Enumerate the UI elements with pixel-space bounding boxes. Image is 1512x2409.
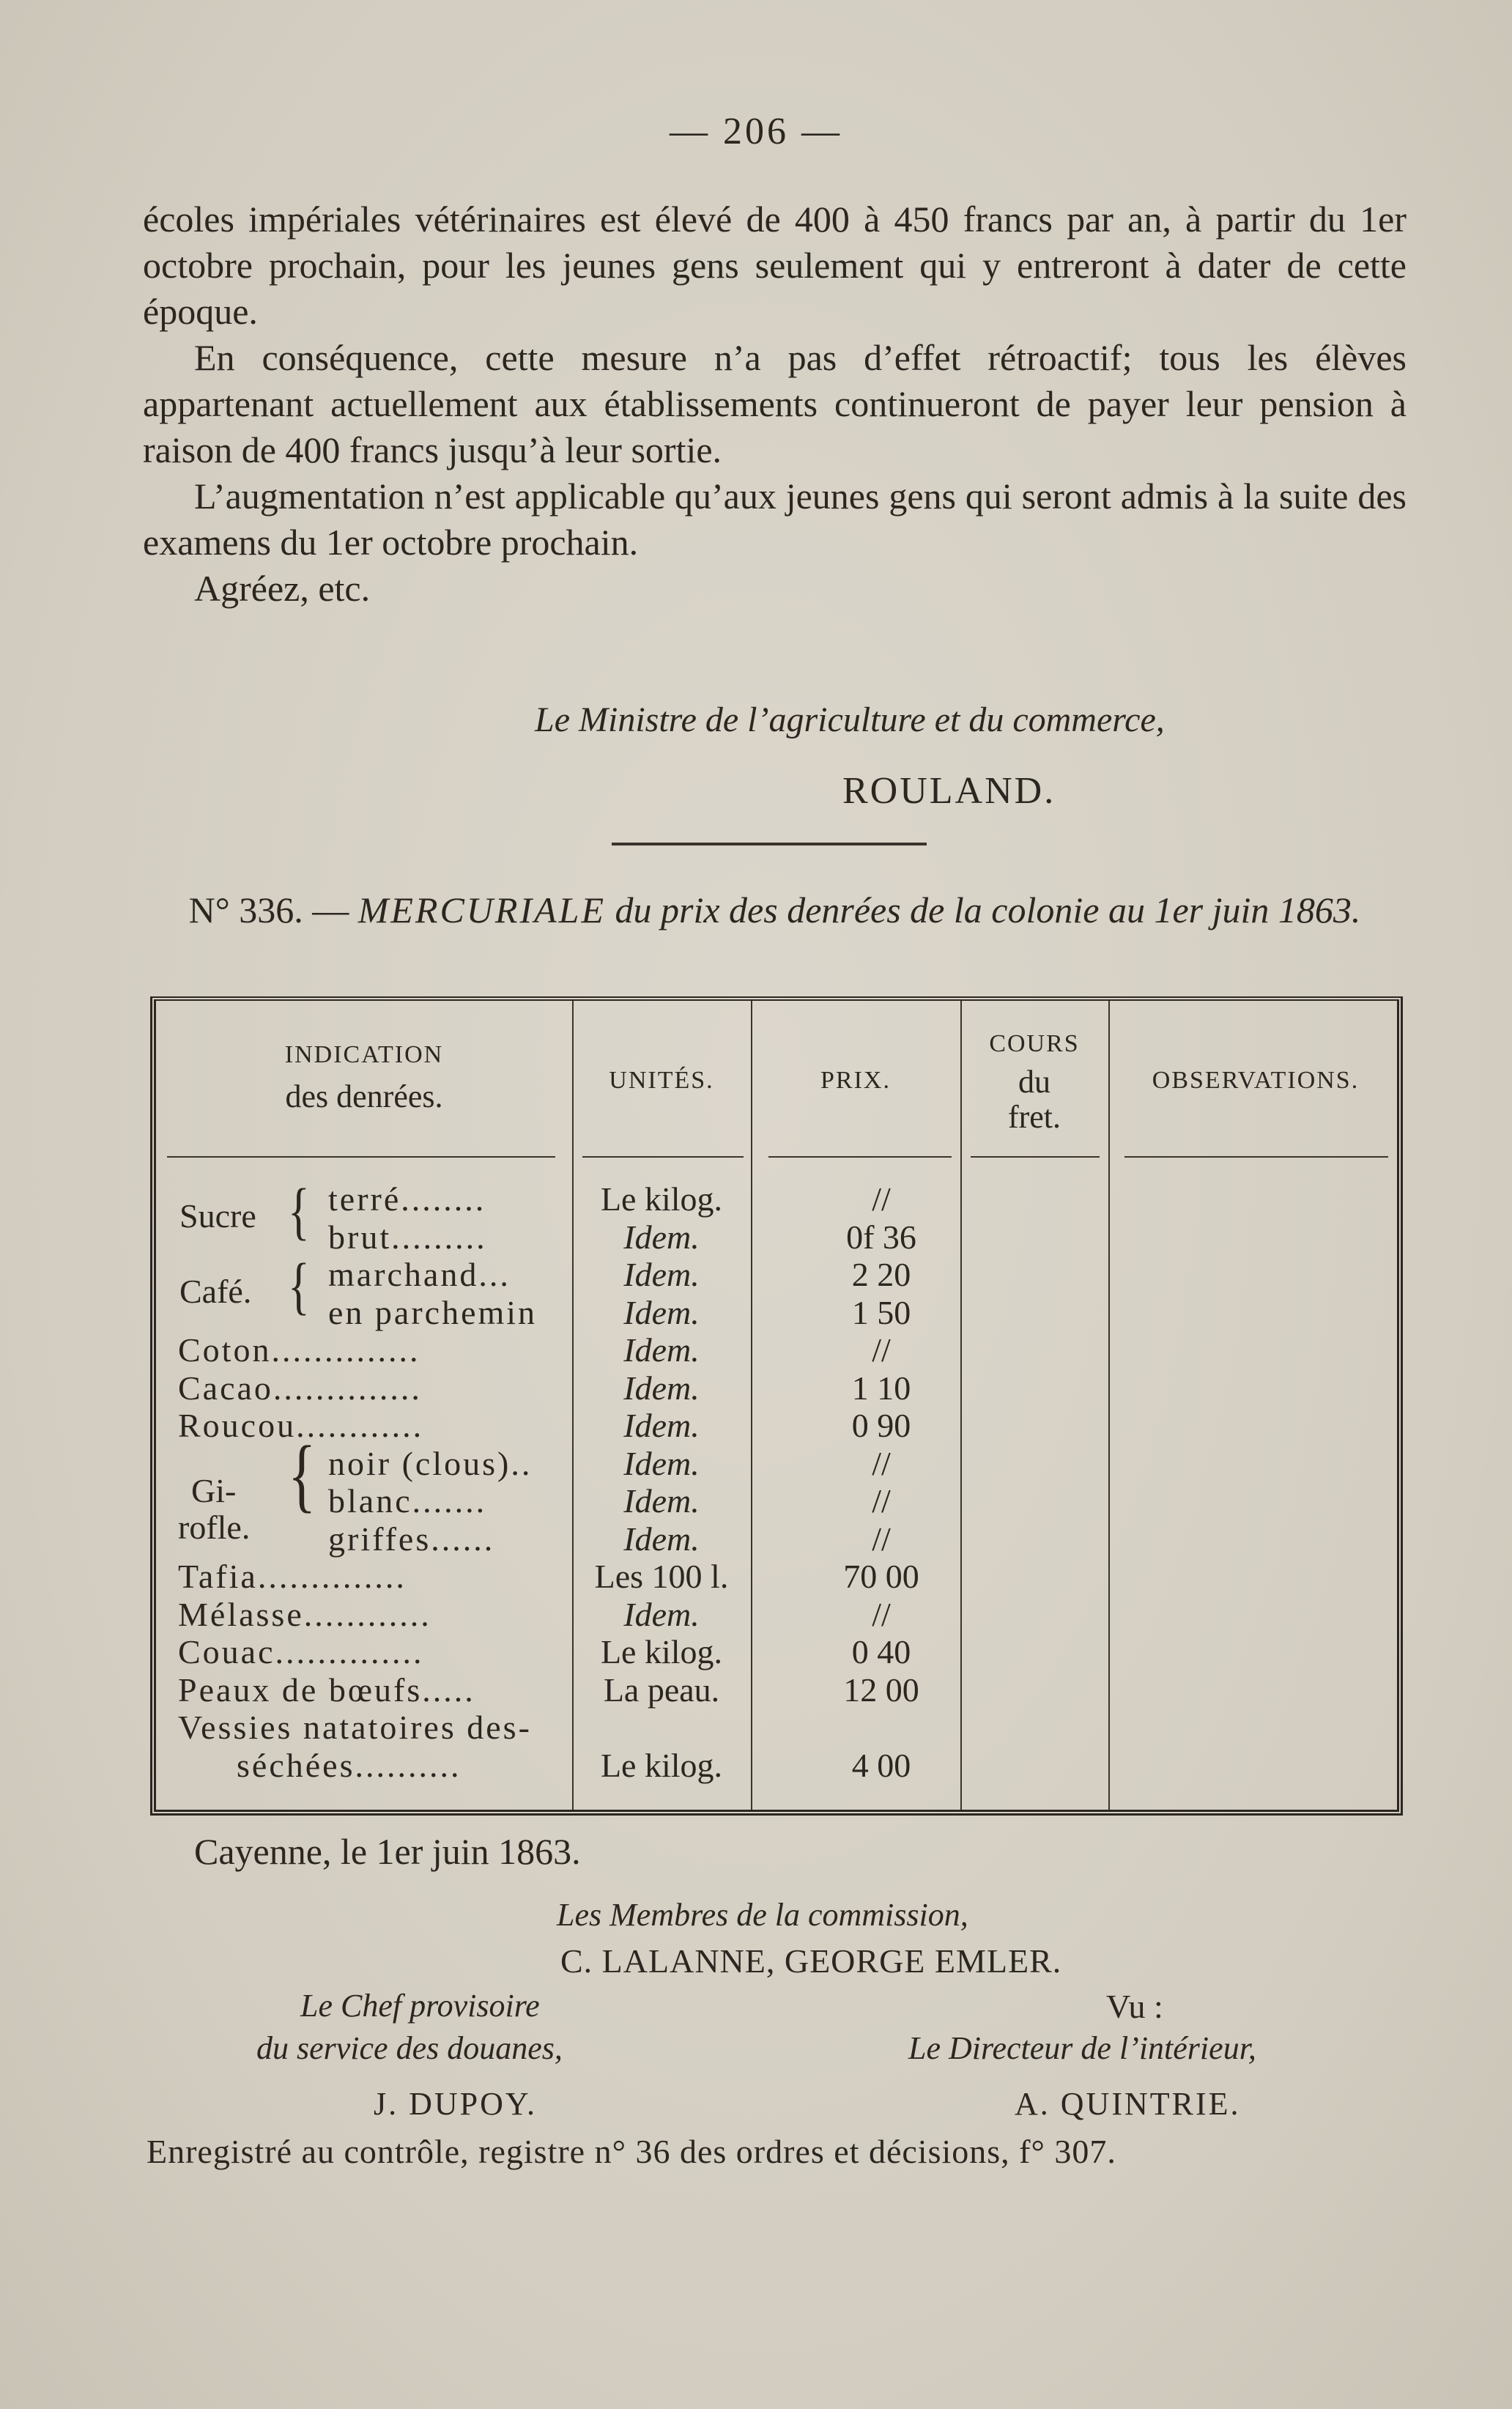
row-commodity: Vessies natatoires des- — [178, 1709, 532, 1746]
row-price: 0f 36 — [846, 1218, 916, 1256]
row-unit: Idem. — [623, 1331, 700, 1369]
row-unit: La peau. — [603, 1670, 720, 1709]
row-commodity: Peaux de bœufs..... — [178, 1670, 475, 1709]
row-price: 1 10 — [851, 1369, 911, 1407]
paragraph-1: écoles impériales vétérinaires est élevé de 400 à 450 francs par an, à partir du 1er octobre prochain, pour les jeunes gens seulement qui y entreront à dater de cette époque. — [143, 199, 1407, 332]
header-rule — [582, 1156, 744, 1158]
header-indication-sub: des denrées. — [285, 1078, 443, 1114]
row-price: 1 50 — [851, 1293, 911, 1331]
header-unites: UNITÉS. — [609, 1067, 714, 1094]
row-unit: Idem. — [623, 1256, 700, 1293]
section-heading — [139, 887, 1410, 933]
section-title-rest: du prix des denrées de la colonie au 1er juin 1863. — [615, 889, 1361, 930]
table-row — [156, 1709, 1397, 1746]
table-row — [156, 1747, 1397, 1784]
group-label-girofle-2: rofle. — [178, 1509, 251, 1546]
row-price: // — [872, 1331, 891, 1369]
row-unit: Idem. — [623, 1595, 700, 1633]
row-commodity: brut......... — [328, 1218, 487, 1256]
row-price: // — [872, 1520, 891, 1558]
row-commodity: en parchemin — [328, 1293, 538, 1331]
row-unit: Le kilog. — [600, 1180, 723, 1218]
header-cours-du: du — [1018, 1064, 1050, 1100]
row-commodity: Coton.............. — [178, 1331, 420, 1369]
group-label-girofle-1: Gi- — [191, 1472, 237, 1509]
brace-icon: { — [288, 1251, 310, 1322]
row-unit: Idem. — [623, 1482, 700, 1520]
signatory-title: Le Ministre de l’agriculture et du commerce, — [535, 700, 1165, 739]
table-row — [156, 1445, 1397, 1482]
footer-date: Cayenne, le 1er juin 1863. — [194, 1831, 581, 1872]
paragraph-3: L’augmentation n’est applicable qu’aux jeunes gens qui seront admis à la suite des examens du 1er octobre prochain. — [143, 475, 1407, 563]
table-row — [156, 1558, 1397, 1595]
table-row — [156, 1633, 1397, 1670]
row-unit: Idem. — [623, 1218, 700, 1256]
header-rule — [971, 1156, 1100, 1158]
section-number: N° 336. — — [188, 889, 349, 930]
table-row — [156, 1256, 1397, 1293]
row-commodity: Mélasse............ — [178, 1595, 431, 1633]
header-rule — [768, 1156, 952, 1158]
header-observations: OBSERVATIONS. — [1152, 1067, 1360, 1094]
table-row — [156, 1407, 1397, 1444]
section-title-caps: MERCURIALE — [357, 889, 606, 930]
table-row — [156, 1331, 1397, 1369]
table-row — [156, 1520, 1397, 1558]
paragraph-2: En conséquence, cette mesure n’a pas d’effet rétroactif; tous les élèves appartenant actuellement aux établissements continueront de payer leur pension à raison de 400 francs jusqu’à leur sortie. — [143, 337, 1407, 470]
group-label-cafe: Café. — [179, 1273, 252, 1310]
row-unit: Le kilog. — [600, 1633, 723, 1670]
table-row — [156, 1369, 1397, 1407]
group-label-sucre: Sucre — [179, 1197, 256, 1235]
table-row — [156, 1596, 1397, 1633]
footer-chef-line-1: Le Chef provisoire — [300, 1988, 540, 2024]
row-price: // — [872, 1482, 891, 1520]
footer-directeur: Le Directeur de l’intérieur, — [908, 2030, 1256, 2066]
header-cours: COURS — [989, 1030, 1080, 1057]
row-unit: Les 100 l. — [594, 1558, 729, 1595]
row-price: 0 40 — [851, 1633, 911, 1670]
row-unit: Idem. — [623, 1407, 700, 1444]
signatory-name: ROULAND. — [842, 770, 1056, 812]
header-rule — [1124, 1156, 1388, 1158]
brace-icon: { — [288, 1177, 310, 1247]
row-price: // — [872, 1444, 891, 1482]
row-price: 2 20 — [851, 1256, 911, 1293]
row-price: 12 00 — [843, 1670, 919, 1709]
row-commodity: séchées.......... — [237, 1746, 462, 1784]
row-commodity: griffes...... — [328, 1520, 495, 1558]
row-commodity: Roucou............ — [178, 1407, 424, 1444]
footer-quintrie: A. QUINTRIE. — [1015, 2086, 1241, 2122]
table-row — [156, 1180, 1397, 1218]
row-commodity: marchand... — [328, 1256, 511, 1293]
row-unit: Le kilog. — [600, 1746, 723, 1784]
footer-chef-line-2: du service des douanes, — [256, 2030, 563, 2066]
footer-vu: Vu : — [1106, 1988, 1163, 2025]
header-indication: INDICATION — [284, 1041, 444, 1068]
row-unit: Idem. — [623, 1520, 700, 1558]
footer-dupoy: J. DUPOY. — [374, 2086, 538, 2122]
footer-registration: Enregistré au contrôle, registre n° 36 des ordres et décisions, f° 307. — [147, 2133, 1116, 2170]
row-price: 70 00 — [843, 1558, 919, 1595]
footer-member-names: C. LALANNE, GEORGE EMLER. — [560, 1942, 1062, 1980]
header-rule — [167, 1156, 555, 1158]
row-unit: Idem. — [623, 1444, 700, 1482]
footer-members: Les Membres de la commission, — [557, 1897, 968, 1933]
letter-body — [143, 196, 1407, 612]
row-commodity: Cacao.............. — [178, 1369, 422, 1407]
row-price: // — [872, 1180, 891, 1218]
table-row — [156, 1482, 1397, 1520]
brace-icon: { — [288, 1430, 316, 1521]
row-price: 4 00 — [851, 1746, 911, 1784]
header-cours-fret: fret. — [1007, 1099, 1061, 1135]
row-commodity: Tafia.............. — [178, 1558, 407, 1595]
paragraph-4: Agréez, etc. — [194, 568, 371, 609]
page-number: — 206 — — [670, 111, 842, 152]
row-commodity: Couac.............. — [178, 1633, 424, 1670]
table-row — [156, 1671, 1397, 1709]
table-row — [156, 1294, 1397, 1331]
row-commodity: blanc....... — [328, 1482, 487, 1520]
mercuriale-table — [150, 996, 1403, 1816]
row-price: 0 90 — [851, 1407, 911, 1444]
row-unit: Idem. — [623, 1369, 700, 1407]
row-unit: Idem. — [623, 1293, 700, 1331]
table-row — [156, 1218, 1397, 1256]
section-divider — [612, 843, 927, 845]
row-commodity: noir (clous).. — [328, 1444, 533, 1482]
header-prix: PRIX. — [820, 1067, 891, 1094]
row-commodity: terré........ — [328, 1180, 486, 1218]
row-price: // — [872, 1595, 891, 1633]
